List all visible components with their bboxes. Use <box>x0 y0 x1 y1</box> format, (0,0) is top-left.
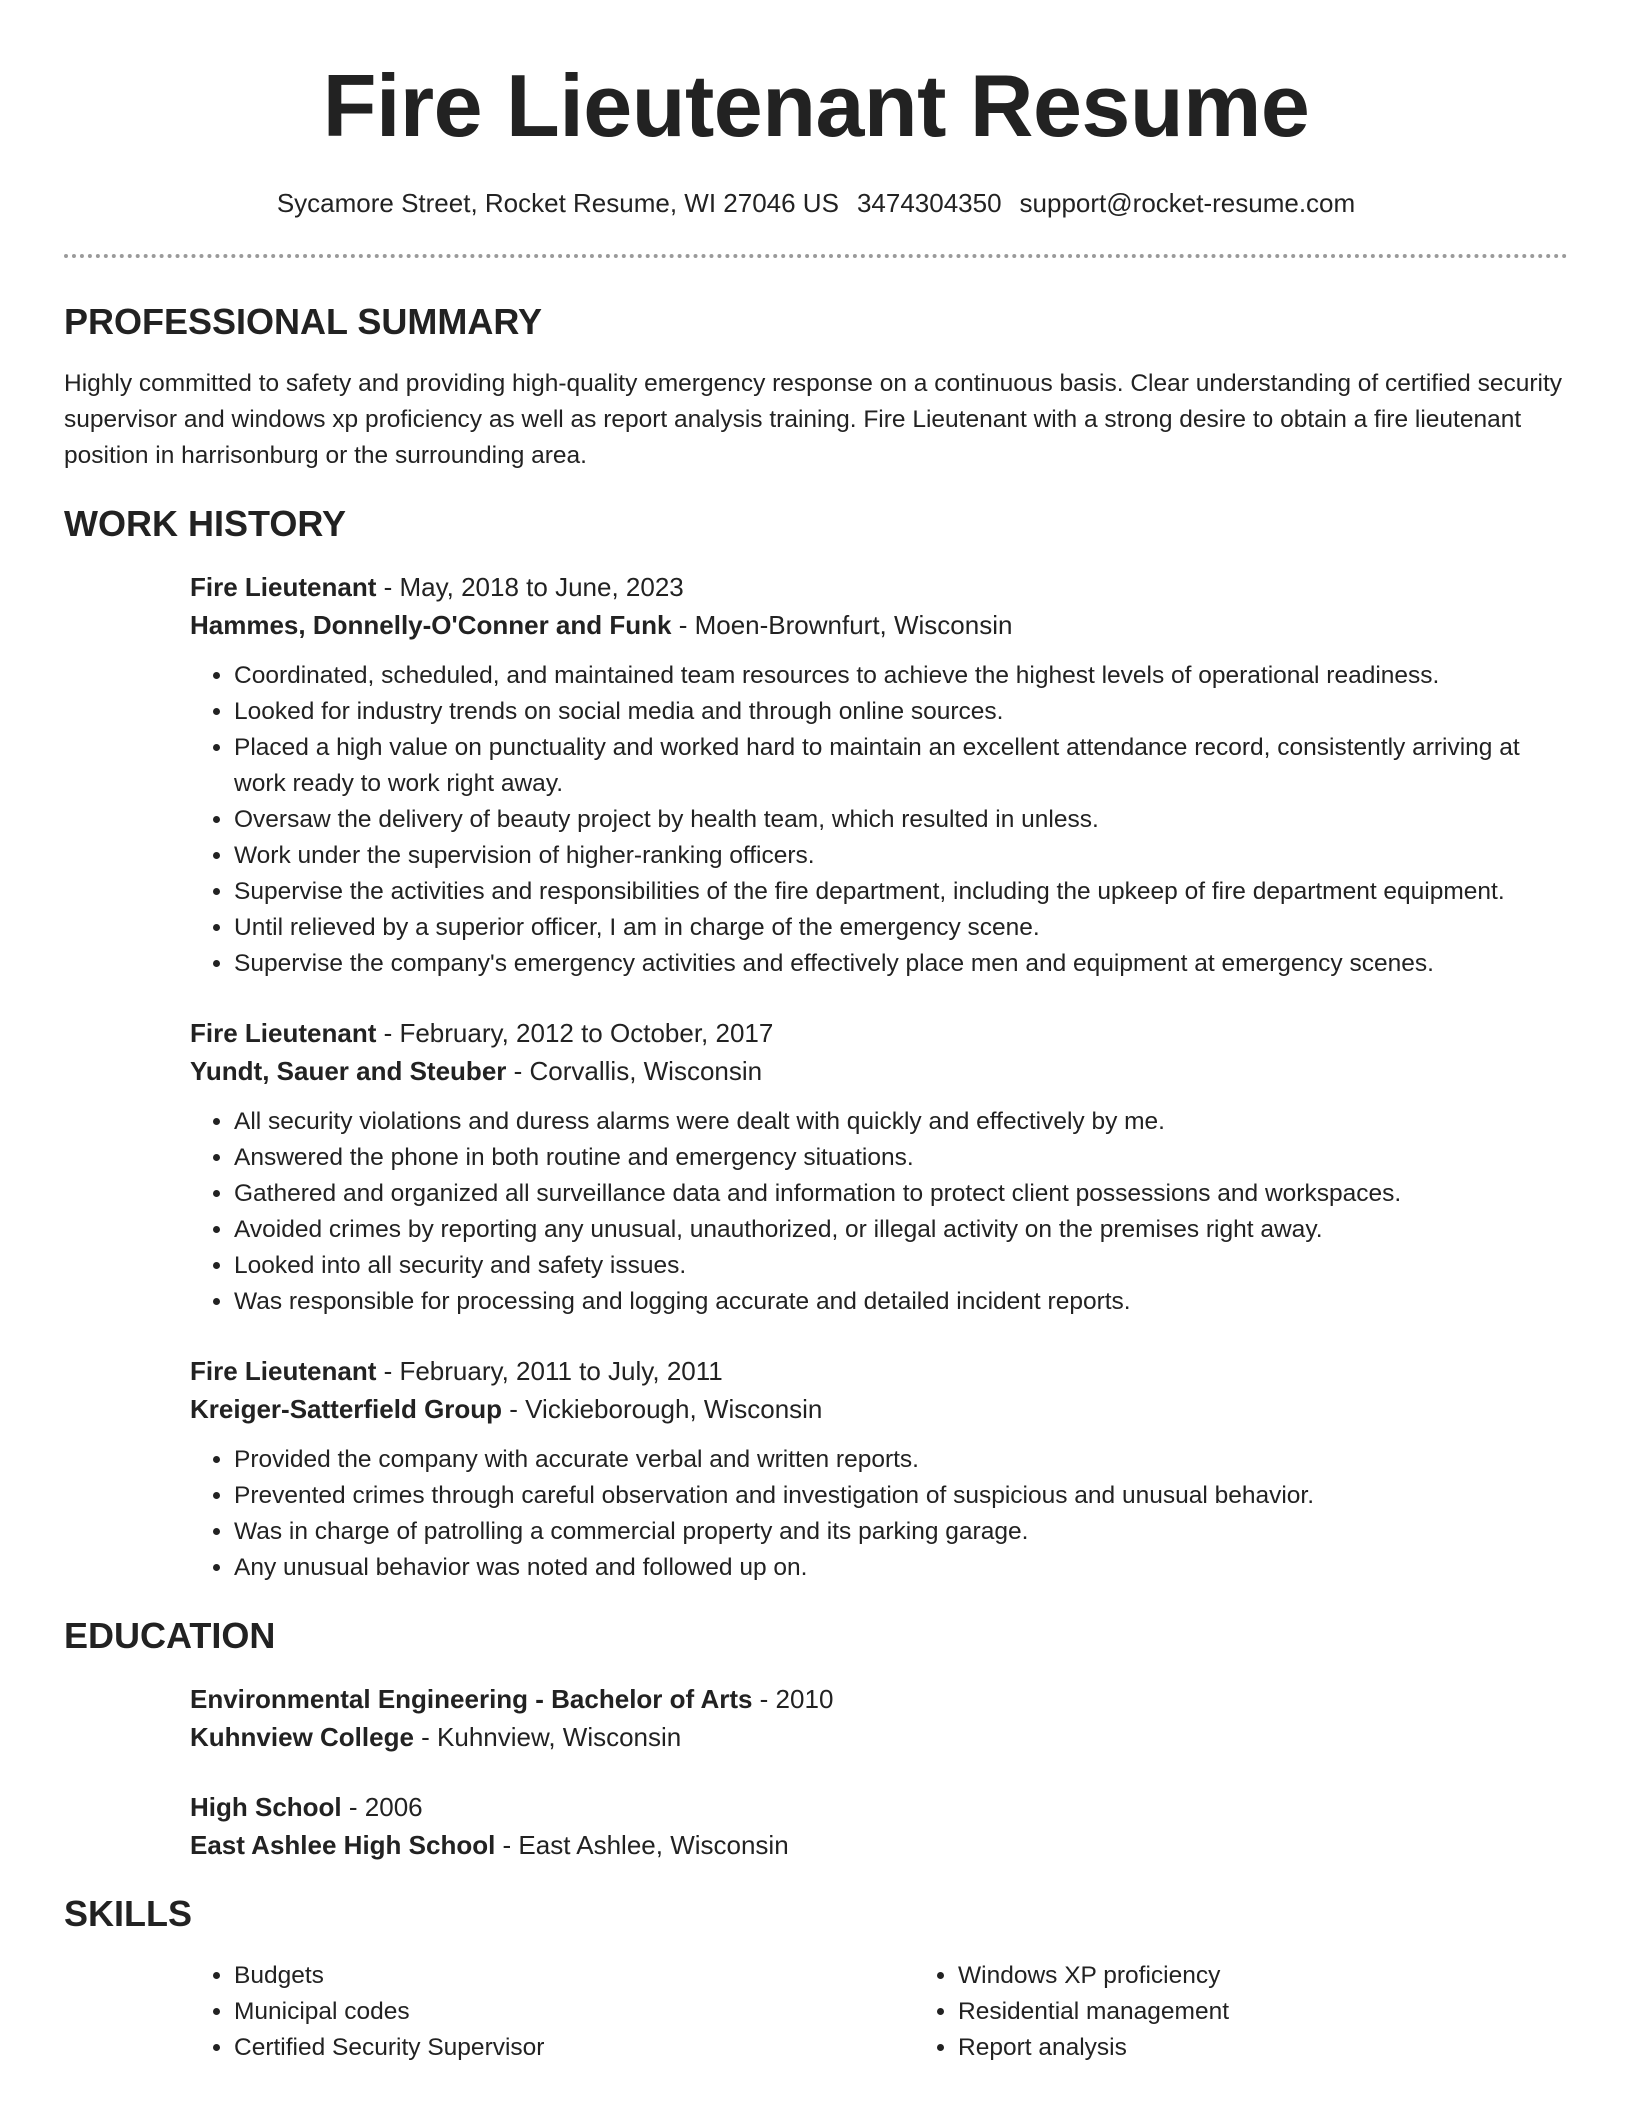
list-item: • Windows XP proficiency <box>958 1958 1632 1994</box>
header-divider <box>64 254 1568 258</box>
degree-line <box>190 1788 1554 1826</box>
degree: High School <box>190 1792 342 1822</box>
school-location: - Kuhnview, Wisconsin <box>413 1722 682 1752</box>
job-title: Fire Lieutenant <box>190 1356 377 1386</box>
education-heading: EDUCATION <box>64 1615 276 1656</box>
list-item: • Avoided crimes by reporting any unusual, unauthorized, or illegal activity on the premises right away. <box>234 1212 1554 1248</box>
job-title-line <box>190 568 1554 606</box>
list-item: • Looked into all security and safety issues. <box>234 1248 1554 1284</box>
list-item: • Prevented crimes through careful observation and investigation of suspicious and unusual behavior. <box>234 1478 1554 1514</box>
job-bullets <box>190 1442 1554 1586</box>
job-company: Yundt, Sauer and Steuber <box>190 1056 507 1086</box>
skills-section <box>64 1892 1568 2066</box>
job-dates: - February, 2012 to October, 2017 <box>376 1018 774 1048</box>
education-section <box>64 1614 1568 1864</box>
job-entry <box>190 1014 1554 1320</box>
education-entry <box>190 1788 1554 1864</box>
job-title: Fire Lieutenant <box>190 572 377 602</box>
job-bullets <box>190 1104 1554 1320</box>
school-line <box>190 1826 1554 1864</box>
summary-heading: PROFESSIONAL SUMMARY <box>64 301 543 342</box>
list-item: • Was in charge of patrolling a commercial property and its parking garage. <box>234 1514 1554 1550</box>
list-item: • All security violations and duress alarms were dealt with quickly and effectively by me. <box>234 1104 1554 1140</box>
job-company-line <box>190 1052 1554 1090</box>
job-dates: - February, 2011 to July, 2011 <box>376 1356 723 1386</box>
contact-phone: 3474304350 <box>856 188 1002 218</box>
contact-info <box>64 186 1568 220</box>
list-item: • Oversaw the delivery of beauty project by health team, which resulted in unless. <box>234 802 1554 838</box>
skills-heading: SKILLS <box>64 1893 193 1934</box>
job-company-line <box>190 1390 1554 1428</box>
summary-text: Highly committed to safety and providing high-quality emergency response on a continuous basis. Clear understanding of certified security supervisor and windows xp proficiency as well as report analysis training. Fire Lieutenant with a strong desire to obtain a fire lieutenant position in harrisonburg or the surrounding area. <box>64 370 1563 469</box>
contact-address: Sycamore Street, Rocket Resume, WI 27046 US <box>276 188 839 218</box>
skills-right-list <box>914 1958 1632 2066</box>
degree: Environmental Engineering - Bachelor of Arts <box>190 1684 753 1714</box>
education-entry <box>190 1680 1554 1756</box>
list-item: • Report analysis <box>958 2030 1632 2066</box>
list-item: • Until relieved by a superior officer, I am in charge of the emergency scene. <box>234 910 1554 946</box>
list-item: • Looked for industry trends on social media and through online sources. <box>234 694 1554 730</box>
school-location: - East Ashlee, Wisconsin <box>495 1830 789 1860</box>
list-item: • Budgets <box>234 1958 914 1994</box>
summary-section <box>64 300 1568 474</box>
job-entry <box>190 568 1554 982</box>
degree-year: - 2006 <box>341 1792 423 1822</box>
school: Kuhnview College <box>190 1722 414 1752</box>
list-item: • Coordinated, scheduled, and maintained team resources to achieve the highest levels of operational readiness. <box>234 658 1554 694</box>
list-item: • Was responsible for processing and logging accurate and detailed incident reports. <box>234 1284 1554 1320</box>
resume-title: Fire Lieutenant Resume <box>322 56 1310 155</box>
list-item: • Gathered and organized all surveillance data and information to protect client possessions and workspaces. <box>234 1176 1554 1212</box>
contact-email: support@rocket-resume.com <box>1019 188 1356 218</box>
job-title: Fire Lieutenant <box>190 1018 377 1048</box>
degree-year: - 2010 <box>752 1684 834 1714</box>
list-item: • Supervise the activities and responsibilities of the fire department, including the upkeep of fire department equipment. <box>234 874 1554 910</box>
skills-left-list <box>190 1958 914 2066</box>
list-item: • Provided the company with accurate verbal and written reports. <box>234 1442 1554 1478</box>
school-line <box>190 1718 1554 1756</box>
job-title-line <box>190 1014 1554 1052</box>
list-item: • Any unusual behavior was noted and followed up on. <box>234 1550 1554 1586</box>
degree-line <box>190 1680 1554 1718</box>
job-company: Kreiger-Satterfield Group <box>190 1394 503 1424</box>
list-item: • Certified Security Supervisor <box>234 2030 914 2066</box>
list-item: • Residential management <box>958 1994 1632 2030</box>
list-item: • Municipal codes <box>234 1994 914 2030</box>
skills-columns <box>190 1936 1568 2066</box>
list-item: • Work under the supervision of higher-ranking officers. <box>234 838 1554 874</box>
list-item: • Supervise the company's emergency activities and effectively place men and equipment at emergency scenes. <box>234 946 1554 982</box>
school: East Ashlee High School <box>190 1830 496 1860</box>
job-title-line <box>190 1352 1554 1390</box>
job-dates: - May, 2018 to June, 2023 <box>376 572 684 602</box>
list-item: • Placed a high value on punctuality and worked hard to maintain an excellent attendance record, consistently arriving at work ready to work right away. <box>234 730 1554 802</box>
work-history-heading: WORK HISTORY <box>64 503 347 544</box>
job-location: - Moen-Brownfurt, Wisconsin <box>671 610 1013 640</box>
job-company-line <box>190 606 1554 644</box>
job-location: - Vickieborough, Wisconsin <box>502 1394 823 1424</box>
list-item: • Answered the phone in both routine and emergency situations. <box>234 1140 1554 1176</box>
job-entry <box>190 1352 1554 1586</box>
work-history-section <box>64 502 1568 1586</box>
job-location: - Corvallis, Wisconsin <box>506 1056 763 1086</box>
job-bullets <box>190 658 1554 982</box>
job-company: Hammes, Donnelly-O'Conner and Funk <box>190 610 672 640</box>
